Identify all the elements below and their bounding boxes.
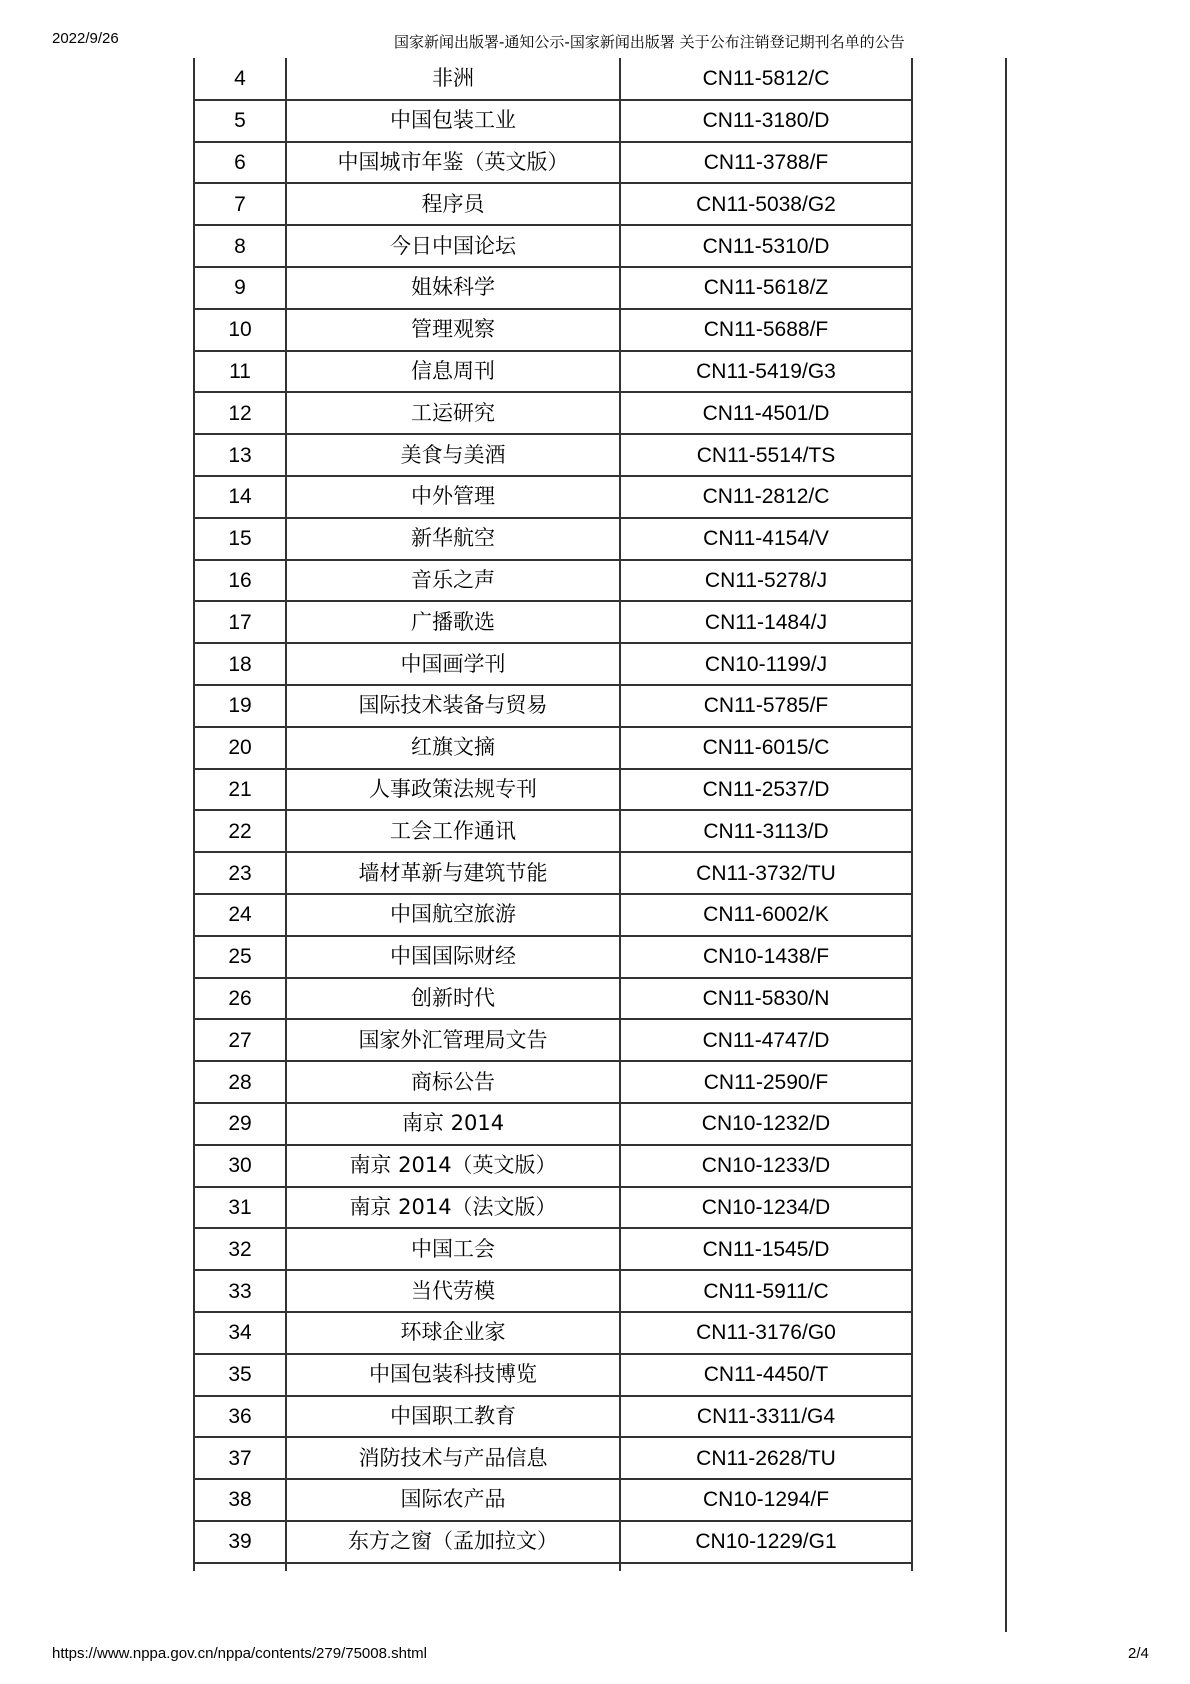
row-number-cell: 4 [194, 58, 286, 100]
journal-name-cell: 中国职工教育 [286, 1396, 620, 1438]
row-number-cell: 18 [194, 643, 286, 685]
table-row [194, 351, 912, 393]
journal-name-cell: 中国航空旅游 [286, 894, 620, 936]
journal-name-cell: 非洲 [286, 58, 620, 100]
table-row [194, 518, 912, 560]
table-body [194, 58, 912, 1571]
table-row [194, 183, 912, 225]
cn-number-cell: CN11-5514/TS [620, 434, 912, 476]
cn-number-cell: CN11-3176/G0 [620, 1312, 912, 1354]
journal-name-cell: 红旗文摘 [286, 727, 620, 769]
row-number-cell: 8 [194, 225, 286, 267]
journal-name-cell: 中国包装科技博览 [286, 1354, 620, 1396]
cn-number-cell: CN11-2812/C [620, 476, 912, 518]
cn-number-cell: CN11-5419/G3 [620, 351, 912, 393]
table-row [194, 727, 912, 769]
cn-number-cell: CN11-1484/J [620, 601, 912, 643]
table-row [194, 1103, 912, 1145]
row-number-cell: 14 [194, 476, 286, 518]
row-number-cell: 25 [194, 936, 286, 978]
row-number-cell: 10 [194, 309, 286, 351]
journal-name-cell: 商标公告 [286, 1061, 620, 1103]
table-row [194, 1354, 912, 1396]
journal-name-cell: 墙材革新与建筑节能 [286, 852, 620, 894]
table-row [194, 1521, 912, 1563]
row-number-cell: 37 [194, 1437, 286, 1479]
table-row [194, 1019, 912, 1061]
row-number-cell: 19 [194, 685, 286, 727]
table-row [194, 810, 912, 852]
journal-name-cell: 南京 2014（法文版） [286, 1187, 620, 1229]
journal-name-cell: 中国国际财经 [286, 936, 620, 978]
row-number-cell: 7 [194, 183, 286, 225]
cn-number-cell: CN10-1232/D [620, 1103, 912, 1145]
journal-name-cell: 程序员 [286, 183, 620, 225]
cn-number-cell: CN11-2628/TU [620, 1437, 912, 1479]
journal-name-cell: 南京 2014 [286, 1103, 620, 1145]
journal-name-cell: 中外管理 [286, 476, 620, 518]
row-number-cell: 16 [194, 560, 286, 602]
cn-number-cell: CN11-4501/D [620, 392, 912, 434]
row-number-cell: 28 [194, 1061, 286, 1103]
journal-name-cell: 中国城市年鉴（英文版） [286, 142, 620, 184]
row-number-cell: 15 [194, 518, 286, 560]
journal-name-cell: 今日中国论坛 [286, 225, 620, 267]
cn-number-cell: CN11-3732/TU [620, 852, 912, 894]
cn-number-cell: CN11-6015/C [620, 727, 912, 769]
table-row [194, 1145, 912, 1187]
journal-name-cell: 消防技术与产品信息 [286, 1437, 620, 1479]
table-row [194, 936, 912, 978]
journal-name-cell: 创新时代 [286, 978, 620, 1020]
journal-name-cell: 管理观察 [286, 309, 620, 351]
cn-number-cell: CN11-4154/V [620, 518, 912, 560]
journal-name-cell: 广播歌选 [286, 601, 620, 643]
empty-cell [194, 1563, 286, 1571]
journal-name-cell: 国际农产品 [286, 1479, 620, 1521]
row-number-cell: 6 [194, 142, 286, 184]
table-row [194, 1187, 912, 1229]
cn-number-cell: CN11-5830/N [620, 978, 912, 1020]
journal-name-cell: 中国包装工业 [286, 100, 620, 142]
row-number-cell: 9 [194, 267, 286, 309]
row-number-cell: 12 [194, 392, 286, 434]
table-row [194, 685, 912, 727]
table-row [194, 267, 912, 309]
cn-number-cell: CN11-4747/D [620, 1019, 912, 1061]
cn-number-cell: CN11-2590/F [620, 1061, 912, 1103]
table-row-continuation [194, 1563, 912, 1571]
table-row [194, 476, 912, 518]
row-number-cell: 38 [194, 1479, 286, 1521]
table-row [194, 894, 912, 936]
journal-name-cell: 国家外汇管理局文告 [286, 1019, 620, 1061]
cn-number-cell: CN11-3788/F [620, 142, 912, 184]
table-row [194, 142, 912, 184]
table-row [194, 225, 912, 267]
journal-name-cell: 姐妹科学 [286, 267, 620, 309]
table-row [194, 100, 912, 142]
table-row [194, 769, 912, 811]
row-number-cell: 23 [194, 852, 286, 894]
table-row [194, 1312, 912, 1354]
cn-number-cell: CN11-5310/D [620, 225, 912, 267]
journal-name-cell: 人事政策法规专刊 [286, 769, 620, 811]
cn-number-cell: CN11-5785/F [620, 685, 912, 727]
cn-number-cell: CN10-1294/F [620, 1479, 912, 1521]
journal-name-cell: 音乐之声 [286, 560, 620, 602]
right-border-line [1005, 58, 1007, 1632]
cn-number-cell: CN11-3311/G4 [620, 1396, 912, 1438]
row-number-cell: 27 [194, 1019, 286, 1061]
row-number-cell: 26 [194, 978, 286, 1020]
table-row [194, 1228, 912, 1270]
cn-number-cell: CN11-6002/K [620, 894, 912, 936]
cn-number-cell: CN11-5618/Z [620, 267, 912, 309]
row-number-cell: 21 [194, 769, 286, 811]
table-row [194, 309, 912, 351]
table-row [194, 643, 912, 685]
journal-name-cell: 工运研究 [286, 392, 620, 434]
table-row [194, 852, 912, 894]
table-row [194, 58, 912, 100]
table-row [194, 601, 912, 643]
row-number-cell: 5 [194, 100, 286, 142]
journal-name-cell: 当代劳模 [286, 1270, 620, 1312]
cn-number-cell: CN11-4450/T [620, 1354, 912, 1396]
journal-name-cell: 中国画学刊 [286, 643, 620, 685]
row-number-cell: 35 [194, 1354, 286, 1396]
cn-number-cell: CN11-1545/D [620, 1228, 912, 1270]
journal-name-cell: 南京 2014（英文版） [286, 1145, 620, 1187]
row-number-cell: 39 [194, 1521, 286, 1563]
table-row [194, 1396, 912, 1438]
table-row [194, 1437, 912, 1479]
table-row [194, 1061, 912, 1103]
footer-url[interactable]: https://www.nppa.gov.cn/nppa/contents/279/75008.shtml [52, 1645, 427, 1662]
row-number-cell: 20 [194, 727, 286, 769]
journal-name-cell: 环球企业家 [286, 1312, 620, 1354]
row-number-cell: 29 [194, 1103, 286, 1145]
table-row [194, 560, 912, 602]
row-number-cell: 13 [194, 434, 286, 476]
cn-number-cell: CN10-1438/F [620, 936, 912, 978]
row-number-cell: 24 [194, 894, 286, 936]
table-row [194, 1479, 912, 1521]
table-row [194, 1270, 912, 1312]
row-number-cell: 17 [194, 601, 286, 643]
journal-name-cell: 信息周刊 [286, 351, 620, 393]
journal-name-cell: 东方之窗（孟加拉文） [286, 1521, 620, 1563]
cn-number-cell: CN10-1233/D [620, 1145, 912, 1187]
row-number-cell: 11 [194, 351, 286, 393]
row-number-cell: 32 [194, 1228, 286, 1270]
row-number-cell: 33 [194, 1270, 286, 1312]
row-number-cell: 30 [194, 1145, 286, 1187]
cn-number-cell: CN11-3180/D [620, 100, 912, 142]
cn-number-cell: CN10-1234/D [620, 1187, 912, 1229]
empty-cell [620, 1563, 912, 1571]
journal-name-cell: 国际技术装备与贸易 [286, 685, 620, 727]
cn-number-cell: CN11-5911/C [620, 1270, 912, 1312]
cn-number-cell: CN11-5688/F [620, 309, 912, 351]
row-number-cell: 31 [194, 1187, 286, 1229]
row-number-cell: 36 [194, 1396, 286, 1438]
cn-number-cell: CN11-3113/D [620, 810, 912, 852]
table-row [194, 978, 912, 1020]
table-row [194, 392, 912, 434]
journal-table [193, 58, 911, 1571]
cn-number-cell: CN11-5038/G2 [620, 183, 912, 225]
table-row [194, 434, 912, 476]
print-date: 2022/9/26 [52, 30, 119, 47]
journal-name-cell: 中国工会 [286, 1228, 620, 1270]
cn-number-cell: CN10-1199/J [620, 643, 912, 685]
cn-number-cell: CN11-2537/D [620, 769, 912, 811]
cn-number-cell: CN11-5278/J [620, 560, 912, 602]
cn-number-cell: CN11-5812/C [620, 58, 912, 100]
empty-cell [286, 1563, 620, 1571]
journal-name-cell: 新华航空 [286, 518, 620, 560]
row-number-cell: 34 [194, 1312, 286, 1354]
cn-number-cell: CN10-1229/G1 [620, 1521, 912, 1563]
row-number-cell: 22 [194, 810, 286, 852]
page-number: 2/4 [1128, 1645, 1149, 1662]
journal-name-cell: 工会工作通讯 [286, 810, 620, 852]
page-title: 国家新闻出版署-通知公示-国家新闻出版署 关于公布注销登记期刊名单的公告 [394, 33, 905, 51]
journal-name-cell: 美食与美酒 [286, 434, 620, 476]
